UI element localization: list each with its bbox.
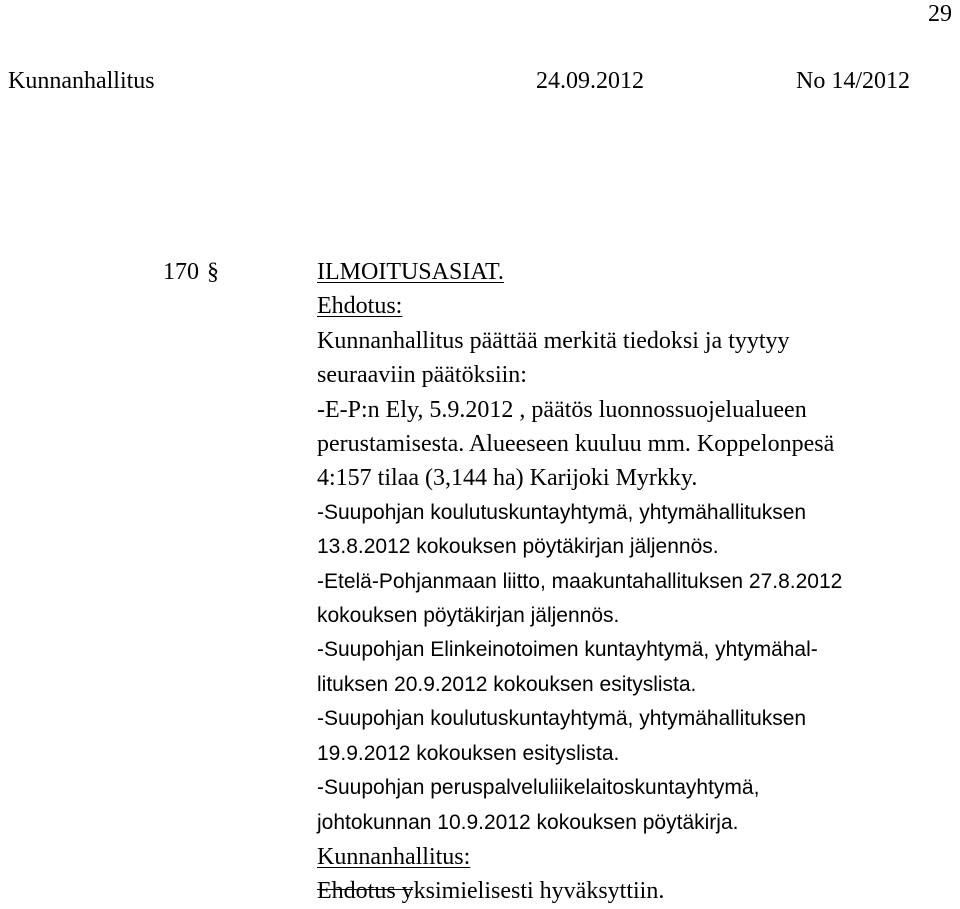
- proposal-line: -Suupohjan Elinkeinotoimen kuntayhtymä, yhtymähal-: [317, 638, 818, 662]
- proposal-line: -E-P:n Ely, 5.9.2012 , päätös luonnossuojelualueen: [317, 396, 807, 423]
- proposal-line: seuraaviin päätöksiin:: [317, 362, 527, 389]
- proposal-heading: Ehdotus:: [317, 293, 403, 320]
- proposal-line: -Etelä-Pohjanmaan liitto, maakuntahallituksen 27.8.2012: [317, 569, 843, 593]
- proposal-line: kokouksen pöytäkirjan jäljennös.: [317, 604, 620, 628]
- proposal-line: Kunnanhallitus päättää merkitä tiedoksi ja tyytyy: [317, 327, 790, 354]
- proposal-line: lituksen 20.9.2012 kokouksen esityslista.: [317, 672, 697, 696]
- section-number: 170: [163, 259, 199, 285]
- proposal-line: 4:157 tilaa (3,144 ha) Karijoki Myrkky.: [317, 465, 698, 492]
- decision-heading: Kunnanhallitus:: [317, 843, 471, 870]
- section-title: ILMOITUSASIAT.: [317, 259, 504, 285]
- section-end-rule: [317, 889, 413, 890]
- proposal-line: perustamisesta. Alueeseen kuuluu mm. Koppelonpesä: [317, 431, 835, 458]
- proposal-line: -Suupohjan koulutuskuntayhtymä, yhtymähallituksen: [317, 500, 807, 524]
- header-date: 24.09.2012: [536, 68, 644, 94]
- header-minutes-number: No 14/2012: [796, 68, 910, 94]
- minutes-header: [8, 64, 928, 98]
- header-organization: Kunnanhallitus: [8, 68, 155, 94]
- proposal-line: 19.9.2012 kokouksen esityslista.: [317, 741, 620, 765]
- section-body: [317, 255, 957, 909]
- page-number: 29: [928, 1, 952, 27]
- proposal-line: -Suupohjan koulutuskuntayhtymä, yhtymähallituksen: [317, 707, 807, 731]
- proposal-line: 13.8.2012 kokouksen pöytäkirjan jäljennös.: [317, 535, 719, 559]
- proposal-line: johtokunnan 10.9.2012 kokouksen pöytäkirja.: [317, 810, 739, 834]
- proposal-line: -Suupohjan peruspalveluliikelaitoskuntayhtymä,: [317, 776, 760, 800]
- decision-text: Ehdotus yksimielisesti hyväksyttiin.: [317, 878, 665, 905]
- section-mark: §: [207, 259, 219, 285]
